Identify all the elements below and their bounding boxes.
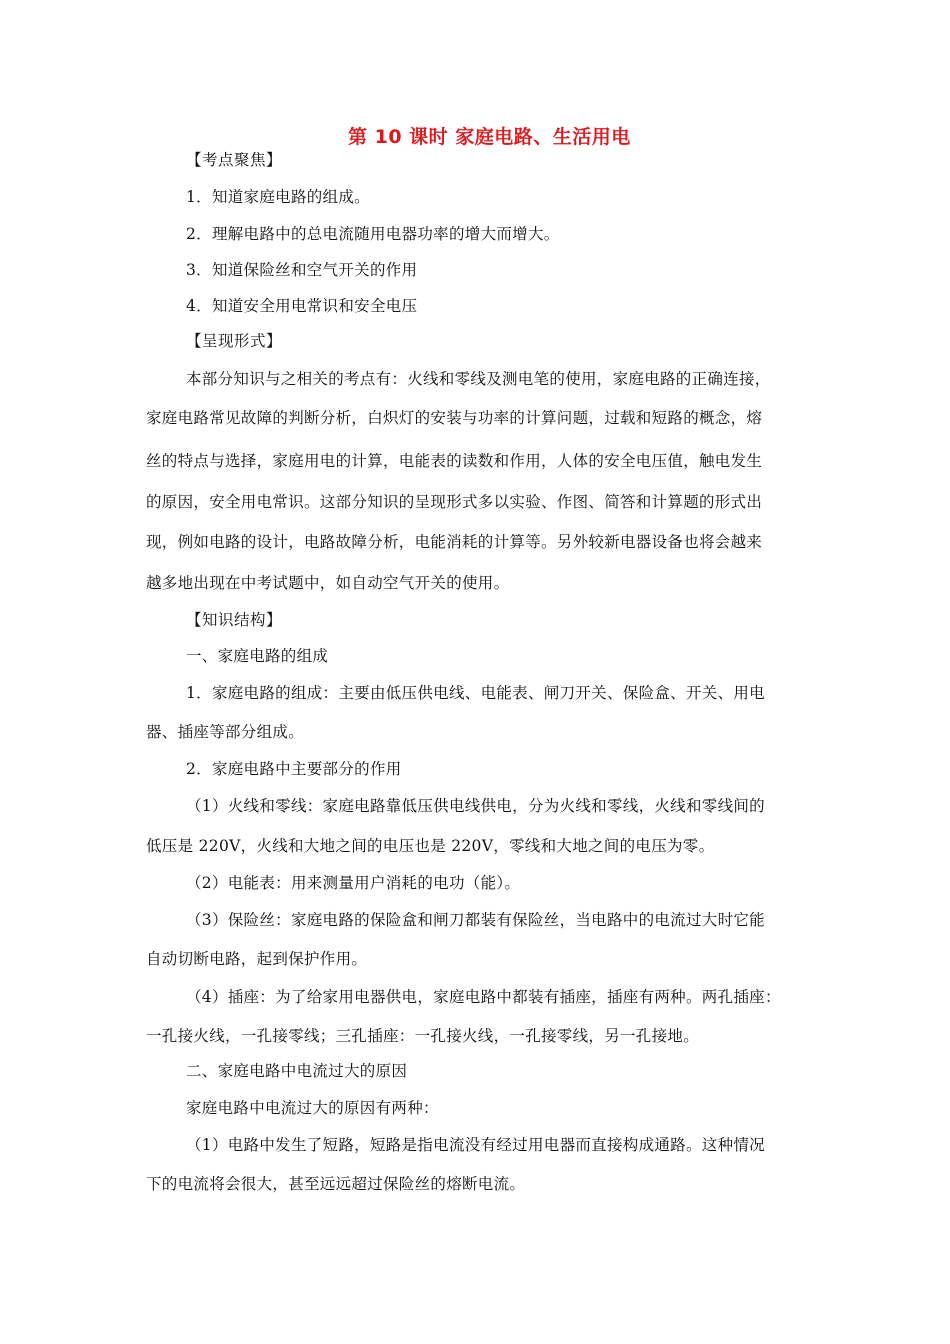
form-heading: 【呈现形式】 bbox=[186, 332, 283, 350]
focus-heading: 【考点聚焦】 bbox=[186, 151, 283, 169]
paragraph-line: 家庭电路常见故障的判断分析，白炽灯的安装与功率的计算问题，过载和短路的概念，熔 bbox=[146, 409, 763, 427]
body-line: 下的电流将会很大，甚至远远超过保险丝的熔断电流。 bbox=[146, 1175, 526, 1193]
body-line: 家庭电路中电流过大的原因有两种： bbox=[186, 1099, 439, 1117]
body-line: 1．家庭电路的组成：主要由低压供电线、电能表、闸刀开关、保险盒、开关、用电 bbox=[186, 684, 765, 702]
body-line: （2）电能表：用来测量用户消耗的电功（能）。 bbox=[186, 874, 521, 892]
focus-item: 2．理解电路中的总电流随用电器功率的增大而增大。 bbox=[186, 225, 560, 243]
section-heading: 一、家庭电路的组成 bbox=[186, 647, 329, 665]
focus-item: 4．知道安全用电常识和安全电压 bbox=[186, 297, 418, 315]
body-line: （4）插座：为了给家用电器供电，家庭电路中都装有插座，插座有两种。两孔插座： bbox=[186, 988, 781, 1006]
paragraph-line: 丝的特点与选择，家庭用电的计算，电能表的读数和作用，人体的安全电压值，触电发生 bbox=[146, 452, 763, 470]
body-line: 低压是 220V，火线和大地之间的电压也是 220V，零线和大地之间的电压为零。 bbox=[146, 837, 715, 855]
body-line: 一孔接火线，一孔接零线；三孔插座：一孔接火线，一孔接零线，另一孔接地。 bbox=[146, 1027, 700, 1045]
body-line: （1）电路中发生了短路，短路是指电流没有经过用电器而直接构成通路。这种情况 bbox=[186, 1136, 765, 1154]
focus-item: 3．知道保险丝和空气开关的作用 bbox=[186, 261, 418, 279]
section-heading: 二、家庭电路中电流过大的原因 bbox=[186, 1062, 408, 1080]
structure-heading: 【知识结构】 bbox=[186, 611, 283, 629]
paragraph-line: 现，例如电路的设计，电路故障分析，电能消耗的计算等。另外较新电器设备也将会越来 bbox=[146, 533, 763, 551]
focus-item: 1．知道家庭电路的组成。 bbox=[186, 188, 370, 206]
body-line: 器、插座等部分组成。 bbox=[146, 723, 305, 741]
page-title: 第 10 课时 家庭电路、生活用电 bbox=[348, 126, 631, 148]
body-line: 自动切断电路，起到保护作用。 bbox=[146, 950, 368, 968]
paragraph-line: 越多地出现在中考试题中，如自动空气开关的使用。 bbox=[146, 574, 510, 592]
paragraph-line: 本部分知识与之相关的考点有：火线和零线及测电笔的使用，家庭电路的正确连接， bbox=[186, 370, 771, 388]
body-line: （1）火线和零线：家庭电路靠低压供电线供电，分为火线和零线，火线和零线间的 bbox=[186, 797, 765, 815]
body-line: （3）保险丝：家庭电路的保险盒和闸刀都装有保险丝，当电路中的电流过大时它能 bbox=[186, 911, 765, 929]
paragraph-line: 的原因，安全用电常识。这部分知识的呈现形式多以实验、作图、简答和计算题的形式出 bbox=[146, 493, 763, 511]
body-line: 2．家庭电路中主要部分的作用 bbox=[186, 760, 402, 778]
